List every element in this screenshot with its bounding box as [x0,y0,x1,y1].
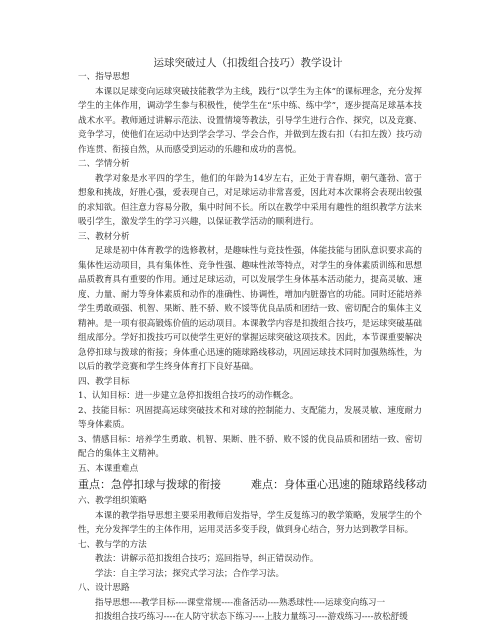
key-point: 重点：急停扣球与拨球的衔接 [78,478,221,491]
section-heading-guiding-ideology: 一、指导思想 [78,72,130,82]
paragraph-student-analysis: 教学对象是水平四的学生，他们的年龄为14岁左右，正处于青春期，朝气蓬勃、富于想象和挑战，好胜心强，爱表现自己，对足球运动非常喜爱，因此对本次课将会表现出较强的求知欲。但注意力容易分散，集中时间不长。所以在教学中采用有趣性的组织教学方法来吸引学生，激发学生的学习兴趣，以保证教学活动的顺利进行。 [78,173,422,227]
goal-skill: 2、技能目标：巩固提高运球突破技术和对球的控制能力、支配能力，发展灵敏、速度耐力等身体素质。 [78,405,422,430]
teaching-method: 教法：讲解示范扣拨组合技巧；巡回指导，纠正错误动作。 [95,554,319,564]
section-heading-methods: 七、教与学的方法 [78,539,147,550]
design-flow-line-1: 指导思想----教学目标----课堂常规----准备活动----熟悉球性----运球变向练习一 [95,597,386,608]
goal-affective: 3、情感目标：培养学生勇敢、机智、果断、胜不骄、败不馁的优良品质和团结一致、密切配合的集体主义精神。 [78,434,422,459]
learning-method: 学法：自主学习法；探究式学习法；合作学习法。 [95,568,285,579]
document-body [78,70,427,625]
section-heading-textbook-analysis: 三、教材分析 [78,231,130,242]
section-heading-student-analysis: 二、学情分析 [78,159,130,169]
document-title: 运球突破过人（扣拨组合技巧）教学设计 [153,57,343,69]
section-heading-organization-strategy: 六、教学组织策略 [78,496,147,506]
paragraph-organization-strategy: 本课的教学指导思想主要采用教师启发指导，学生反复练习的教学策略，发展学生的个性，充分发挥学生的主体作用，运用灵活多变手段，做到身心结合，努力达到教学目标。 [78,510,422,535]
section-heading-teaching-goals: 四、教学目标 [78,376,130,387]
difficult-point: 难点：身体重心迅速的随球路线移动 [251,478,427,491]
section-heading-design-idea: 八、设计思路 [78,583,130,593]
design-flow-line-2: 扣拨组合技巧练习----在人防守状态下练习----上肢力量练习----游戏练习----放松舒缓 [95,612,408,622]
goal-cognitive: 1、认知目标：进一步建立急停扣拨组合技巧的动作概念。 [78,391,299,401]
paragraph-textbook-analysis: 足球是初中体育教学的选修教材，是趣味性与竞技性强，体能技能与团队意识要求高的集体性运动项目，具有集体性、竞争性强、趣味性浓等特点，对学生的身体素质训练和思想品质教育具有重要的作用。通过足球运动，可以发展学生身体基本活动能力，提高灵敏、速度、力量、耐力等身体素质和动作的准确性、协调性，增加内脏器官的功能。同时还能培养学生勇敢顽强、机智、果断、胜不骄、败不馁等优良品质和团结一致、密切配合的集体主义精神。是一项有很高锻炼价值的运动项目。本课教学内容是扣拨组合技巧，是运球突破基础组成部分。学好扣拨技巧可以使学生更好的掌握运球突破这项技术。因此，本节课重要解决急停扣球与拨球的衔接；身体重心迅速的随球路线移动，巩固运球技术同时加强熟练性，为以后的教学竞赛和学生终身体育打下良好基础。 [78,246,422,372]
key-difficult-points-line [78,477,427,493]
paragraph-guiding-ideology: 本课以足球变向运球突破技能教学为主线，践行“以学生为主体”的课标理念，充分发挥学生的主体作用，调动学生参与积极性，使学生在“乐中练、练中学”，逐步提高足球基本技战术水平。教师通过讲解示范法、设置情境等教法，引导学生进行合作、探究，以及竞赛、竞争学习，使他们在运动中达到学会学习、学会合作，并做到左拨右扣（右扣左拨）技巧动作连贯、衔接自然，从而感受到运动的乐趣和成功的喜悦。 [78,86,422,155]
section-heading-key-points: 五、本课重难点 [78,463,139,474]
